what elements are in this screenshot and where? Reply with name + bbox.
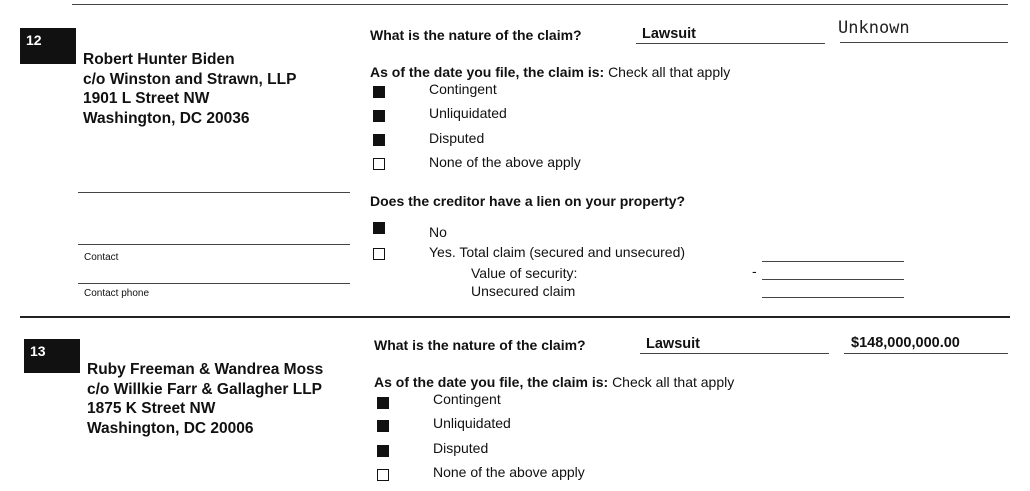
claim-12-lien-checkbox-no[interactable] [373,222,385,234]
claim-13-option-none: None of the above apply [433,464,585,480]
claim-12-lien-yes: Yes. Total claim (secured and unsecured) [429,244,686,260]
claim-separator [20,316,1010,318]
claim-12-checkbox-none[interactable] [373,158,385,170]
creditor-city: Washington, DC 20006 [87,419,254,437]
creditor-care-of: c/o Willkie Farr & Gallagher LLP [87,380,323,398]
claim-12-checkbox-disputed[interactable] [373,134,385,146]
claim-12-blank-line [78,192,350,193]
status-label-bold: As of the date you file, the claim is: [374,374,609,390]
top-rule [72,4,1008,5]
claim-12-creditor-address [83,50,296,128]
claim-13-option-unliquidated: Unliquidated [433,415,511,431]
claim-13-nature-value: Lawsuit [646,336,700,352]
contact-line [78,244,350,245]
claim-12-lien-no: No [429,224,447,240]
claim-12-nature-value: Lawsuit [642,26,696,42]
claim-12-option-unliquidated: Unliquidated [429,105,507,121]
claim-13-status-label [374,374,734,390]
claim-13-checkbox-disputed[interactable] [377,445,389,457]
security-dash: - [752,263,757,279]
claim-12-checkbox-contingent[interactable] [373,86,385,98]
creditor-street: 1875 K Street NW [87,400,216,417]
creditor-name: Ruby Freeman & Wandrea Moss [87,361,324,378]
claim-12-nature-underline [636,43,825,44]
claim-13-amount-underline [844,353,1008,354]
value-of-security-label: Value of security: [471,265,578,281]
claim-12-amount-underline [840,42,1008,43]
value-of-security-line [762,279,904,280]
total-claim-line [762,261,904,262]
creditor-street: 1901 L Street NW [83,90,210,107]
claim-13-checkbox-none[interactable] [377,469,389,481]
claim-12-nature-question: What is the nature of the claim? [370,27,582,43]
claim-13-creditor-address [87,360,323,438]
contact-phone-line [78,283,350,284]
claim-13-checkbox-contingent[interactable] [377,397,389,409]
claim-13-option-disputed: Disputed [433,440,489,456]
claim-12-option-none: None of the above apply [429,154,581,170]
claim-13-option-contingent: Contingent [433,391,501,407]
contact-label: Contact [84,252,119,263]
claim-12-lien-question: Does the creditor have a lien on your property? [370,193,686,209]
claim-13-nature-underline [640,353,829,354]
creditor-care-of: c/o Winston and Strawn, LLP [83,70,297,88]
claim-13-nature-question: What is the nature of the claim? [374,337,586,353]
claim-13-checkbox-unliquidated[interactable] [377,420,389,432]
claim-12-amount: Unknown [838,18,910,38]
claim-12-status-label [370,64,730,80]
claim-13-number: 13 [24,339,80,373]
unsecured-claim-line [762,297,904,298]
claim-12-checkbox-unliquidated[interactable] [373,110,385,122]
claim-12-option-disputed: Disputed [429,130,485,146]
claim-12-number: 12 [20,28,76,64]
contact-phone-label: Contact phone [84,288,150,299]
claim-12-option-contingent: Contingent [429,81,497,97]
claim-13-amount: $148,000,000.00 [851,335,960,351]
status-label-tail: Check all that apply [608,64,731,80]
unsecured-claim-label: Unsecured claim [471,283,576,299]
claim-12-lien-checkbox-yes[interactable] [373,248,385,260]
status-label-tail: Check all that apply [612,374,735,390]
creditor-name: Robert Hunter Biden [83,51,235,68]
status-label-bold: As of the date you file, the claim is: [370,64,605,80]
creditor-city: Washington, DC 20036 [83,109,250,127]
